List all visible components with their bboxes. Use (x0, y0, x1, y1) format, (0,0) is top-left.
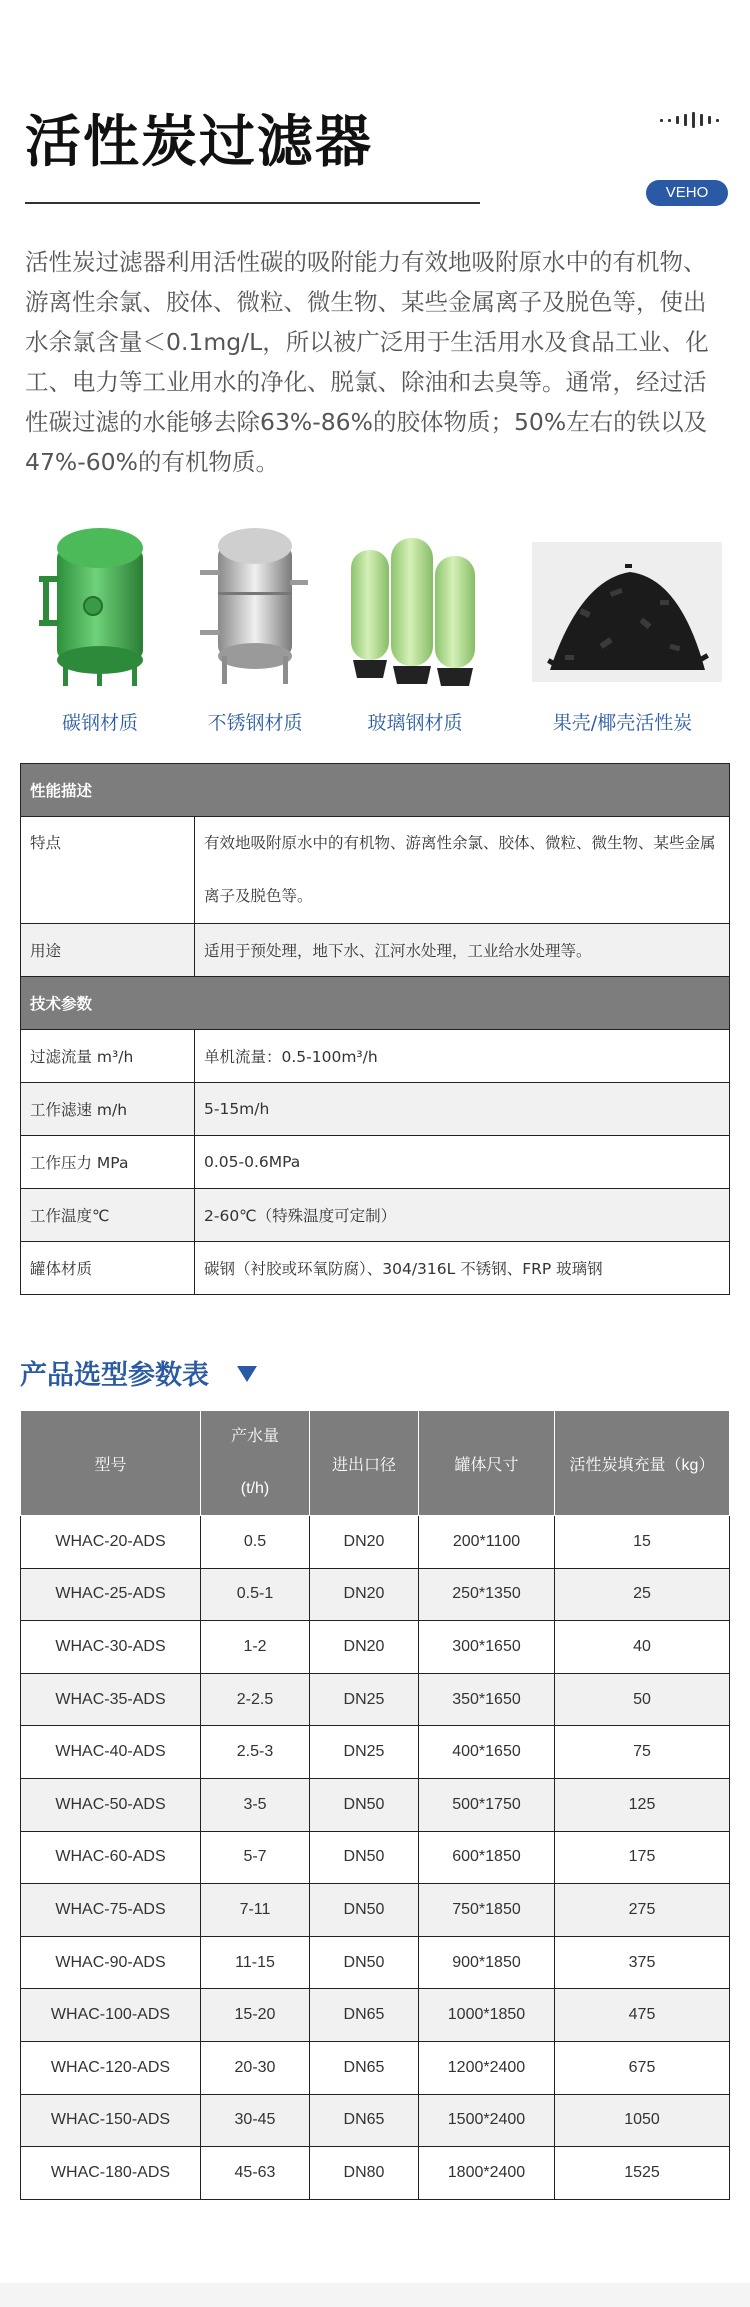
table-row (21, 2147, 730, 2200)
cell-port: DN50 (310, 1778, 419, 1831)
table-row (21, 1568, 730, 1621)
spec-key: 特点 (21, 817, 195, 924)
cell-port: DN20 (310, 1621, 419, 1674)
spec-row (21, 1083, 730, 1136)
spec-table (20, 763, 730, 1295)
stainless-steel-tank-icon (190, 520, 320, 690)
table-row (21, 1884, 730, 1937)
table-header-row (21, 1411, 730, 1516)
cell-size: 1000*1850 (419, 1989, 555, 2042)
table-row (21, 2041, 730, 2094)
cell-size: 600*1850 (419, 1831, 555, 1884)
cell-size: 750*1850 (419, 1884, 555, 1937)
cell-port: DN50 (310, 1884, 419, 1937)
cell-model: WHAC-40-ADS (21, 1726, 201, 1779)
cell-port: DN50 (310, 1831, 419, 1884)
product-carbon-steel (35, 520, 165, 735)
cell-output: 15-20 (201, 1989, 310, 2042)
cell-port: DN65 (310, 2041, 419, 2094)
cell-carbon: 125 (555, 1778, 730, 1831)
cell-output: 1-2 (201, 1621, 310, 1674)
table-row (21, 1726, 730, 1779)
cell-model: WHAC-75-ADS (21, 1884, 201, 1937)
table-row (21, 1831, 730, 1884)
selection-table-body (21, 1516, 730, 2200)
table-row (21, 1621, 730, 1674)
cell-output: 5-7 (201, 1831, 310, 1884)
cell-output: 30-45 (201, 2094, 310, 2147)
cell-model: WHAC-20-ADS (21, 1516, 201, 1569)
cell-size: 900*1850 (419, 1936, 555, 1989)
cell-size: 500*1750 (419, 1778, 555, 1831)
spec-row (21, 924, 730, 977)
cell-output: 7-11 (201, 1884, 310, 1937)
cell-model: WHAC-150-ADS (21, 2094, 201, 2147)
intro-paragraph: 活性炭过滤器利用活性碳的吸附能力有效地吸附原水中的有机物、游离性余氯、胶体、微粒、微生物、某些金属离子及脱色等，使出水余氯含量＜0.1mg/L，所以被广泛用于生活用水及食品工业、化工、电力等工业用水的净化、脱氯、除油和去臭等。通常，经过活性碳过滤的水能够去除63%-86%的胶体物质；50%左右的铁以及47%-60%的有机物质。 (25, 248, 709, 476)
section-title: 技术参数 (21, 977, 730, 1030)
spec-value: 5-15m/h (195, 1083, 730, 1136)
footer-band (0, 2283, 750, 2307)
cell-model: WHAC-90-ADS (21, 1936, 201, 1989)
page-title: 活性炭过滤器 (25, 110, 373, 175)
spec-value: 单机流量：0.5-100m³/h (195, 1030, 730, 1083)
spec-key: 用途 (21, 924, 195, 977)
table-row (21, 1936, 730, 1989)
cell-carbon: 75 (555, 1726, 730, 1779)
col-header-model: 型号 (21, 1411, 201, 1516)
cell-output: 0.5-1 (201, 1568, 310, 1621)
spec-row (21, 1242, 730, 1295)
section-header-row (21, 977, 730, 1030)
cell-carbon: 275 (555, 1884, 730, 1937)
product-stainless-steel (190, 520, 320, 735)
table-row (21, 1778, 730, 1831)
cell-size: 400*1650 (419, 1726, 555, 1779)
cell-carbon: 1525 (555, 2147, 730, 2200)
cell-output: 2.5-3 (201, 1726, 310, 1779)
col-header-size: 罐体尺寸 (419, 1411, 555, 1516)
cell-size: 1800*2400 (419, 2147, 555, 2200)
spec-key: 工作温度℃ (21, 1189, 195, 1242)
cell-port: DN25 (310, 1673, 419, 1726)
cell-model: WHAC-50-ADS (21, 1778, 201, 1831)
spec-key: 工作滤速 m/h (21, 1083, 195, 1136)
cell-size: 1500*2400 (419, 2094, 555, 2147)
cell-carbon: 1050 (555, 2094, 730, 2147)
spec-row (21, 1189, 730, 1242)
section-header-row (21, 764, 730, 817)
cell-port: DN50 (310, 1936, 419, 1989)
section-title: 性能描述 (21, 764, 730, 817)
spec-value: 2-60℃（特殊温度可定制） (195, 1189, 730, 1242)
cell-carbon: 25 (555, 1568, 730, 1621)
spec-value: 适用于预处理，地下水、江河水处理，工业给水处理等。 (195, 924, 730, 977)
spec-row (21, 817, 730, 924)
cell-model: WHAC-60-ADS (21, 1831, 201, 1884)
cell-model: WHAC-35-ADS (21, 1673, 201, 1726)
cell-port: DN65 (310, 1989, 419, 2042)
col-header-output-name: 产水量 (230, 1428, 279, 1445)
col-header-output-unit: (t/h) (240, 1480, 270, 1497)
col-header-carbon: 活性炭填充量（kg） (555, 1411, 730, 1516)
cell-output: 20-30 (201, 2041, 310, 2094)
product-label: 不锈钢材质 (207, 712, 303, 734)
brand-badge: VEHO (646, 180, 728, 206)
table-row (21, 2094, 730, 2147)
spec-key: 罐体材质 (21, 1242, 195, 1295)
table-row (21, 1989, 730, 2042)
cell-output: 2-2.5 (201, 1673, 310, 1726)
cell-model: WHAC-30-ADS (21, 1621, 201, 1674)
cell-size: 200*1100 (419, 1516, 555, 1569)
product-gallery (25, 520, 725, 740)
cell-port: DN20 (310, 1568, 419, 1621)
cell-size: 250*1350 (419, 1568, 555, 1621)
product-frp (345, 520, 485, 735)
title-underline (25, 202, 480, 204)
product-label: 玻璃钢材质 (367, 712, 463, 734)
cell-model: WHAC-120-ADS (21, 2041, 201, 2094)
table-row (21, 1673, 730, 1726)
cell-model: WHAC-25-ADS (21, 1568, 201, 1621)
product-label: 碳钢材质 (61, 712, 138, 734)
cell-carbon: 15 (555, 1516, 730, 1569)
spec-value: 碳钢（衬胶或环氧防腐）、304/316L 不锈钢、FRP 玻璃钢 (195, 1242, 730, 1295)
cell-output: 45-63 (201, 2147, 310, 2200)
spec-value: 有效地吸附原水中的有机物、游离性余氯、胶体、微粒、微生物、某些金属离子及脱色等。 (195, 817, 730, 924)
cell-port: DN25 (310, 1726, 419, 1779)
cell-output: 0.5 (201, 1516, 310, 1569)
spec-key: 过滤流量 m³/h (21, 1030, 195, 1083)
cell-size: 1200*2400 (419, 2041, 555, 2094)
spec-row (21, 1030, 730, 1083)
cell-size: 350*1650 (419, 1673, 555, 1726)
cell-carbon: 475 (555, 1989, 730, 2042)
triangle-down-icon (237, 1366, 257, 1382)
cell-model: WHAC-180-ADS (21, 2147, 201, 2200)
cell-port: DN20 (310, 1516, 419, 1569)
spec-key: 工作压力 MPa (21, 1136, 195, 1189)
cell-carbon: 50 (555, 1673, 730, 1726)
cell-model: WHAC-100-ADS (21, 1989, 201, 2042)
product-activated-carbon (520, 520, 725, 735)
cell-carbon: 175 (555, 1831, 730, 1884)
product-label: 果壳/椰壳活性炭 (552, 712, 693, 734)
table-row (21, 1516, 730, 1569)
cell-port: DN80 (310, 2147, 419, 2200)
cell-carbon: 675 (555, 2041, 730, 2094)
frp-tanks-icon (345, 520, 485, 690)
cell-carbon: 375 (555, 1936, 730, 1989)
selection-table (20, 1410, 730, 2200)
cell-size: 300*1650 (419, 1621, 555, 1674)
decorative-bars-icon (660, 112, 719, 128)
cell-carbon: 40 (555, 1621, 730, 1674)
cell-output: 3-5 (201, 1778, 310, 1831)
activated-carbon-granules-icon (520, 520, 725, 690)
col-header-port: 进出口径 (310, 1411, 419, 1516)
selection-title: 产品选型参数表 (20, 1360, 209, 1391)
spec-row (21, 1136, 730, 1189)
col-header-output (201, 1411, 310, 1516)
cell-output: 11-15 (201, 1936, 310, 1989)
green-steel-tank-icon (35, 520, 165, 690)
cell-port: DN65 (310, 2094, 419, 2147)
spec-value: 0.05-0.6MPa (195, 1136, 730, 1189)
